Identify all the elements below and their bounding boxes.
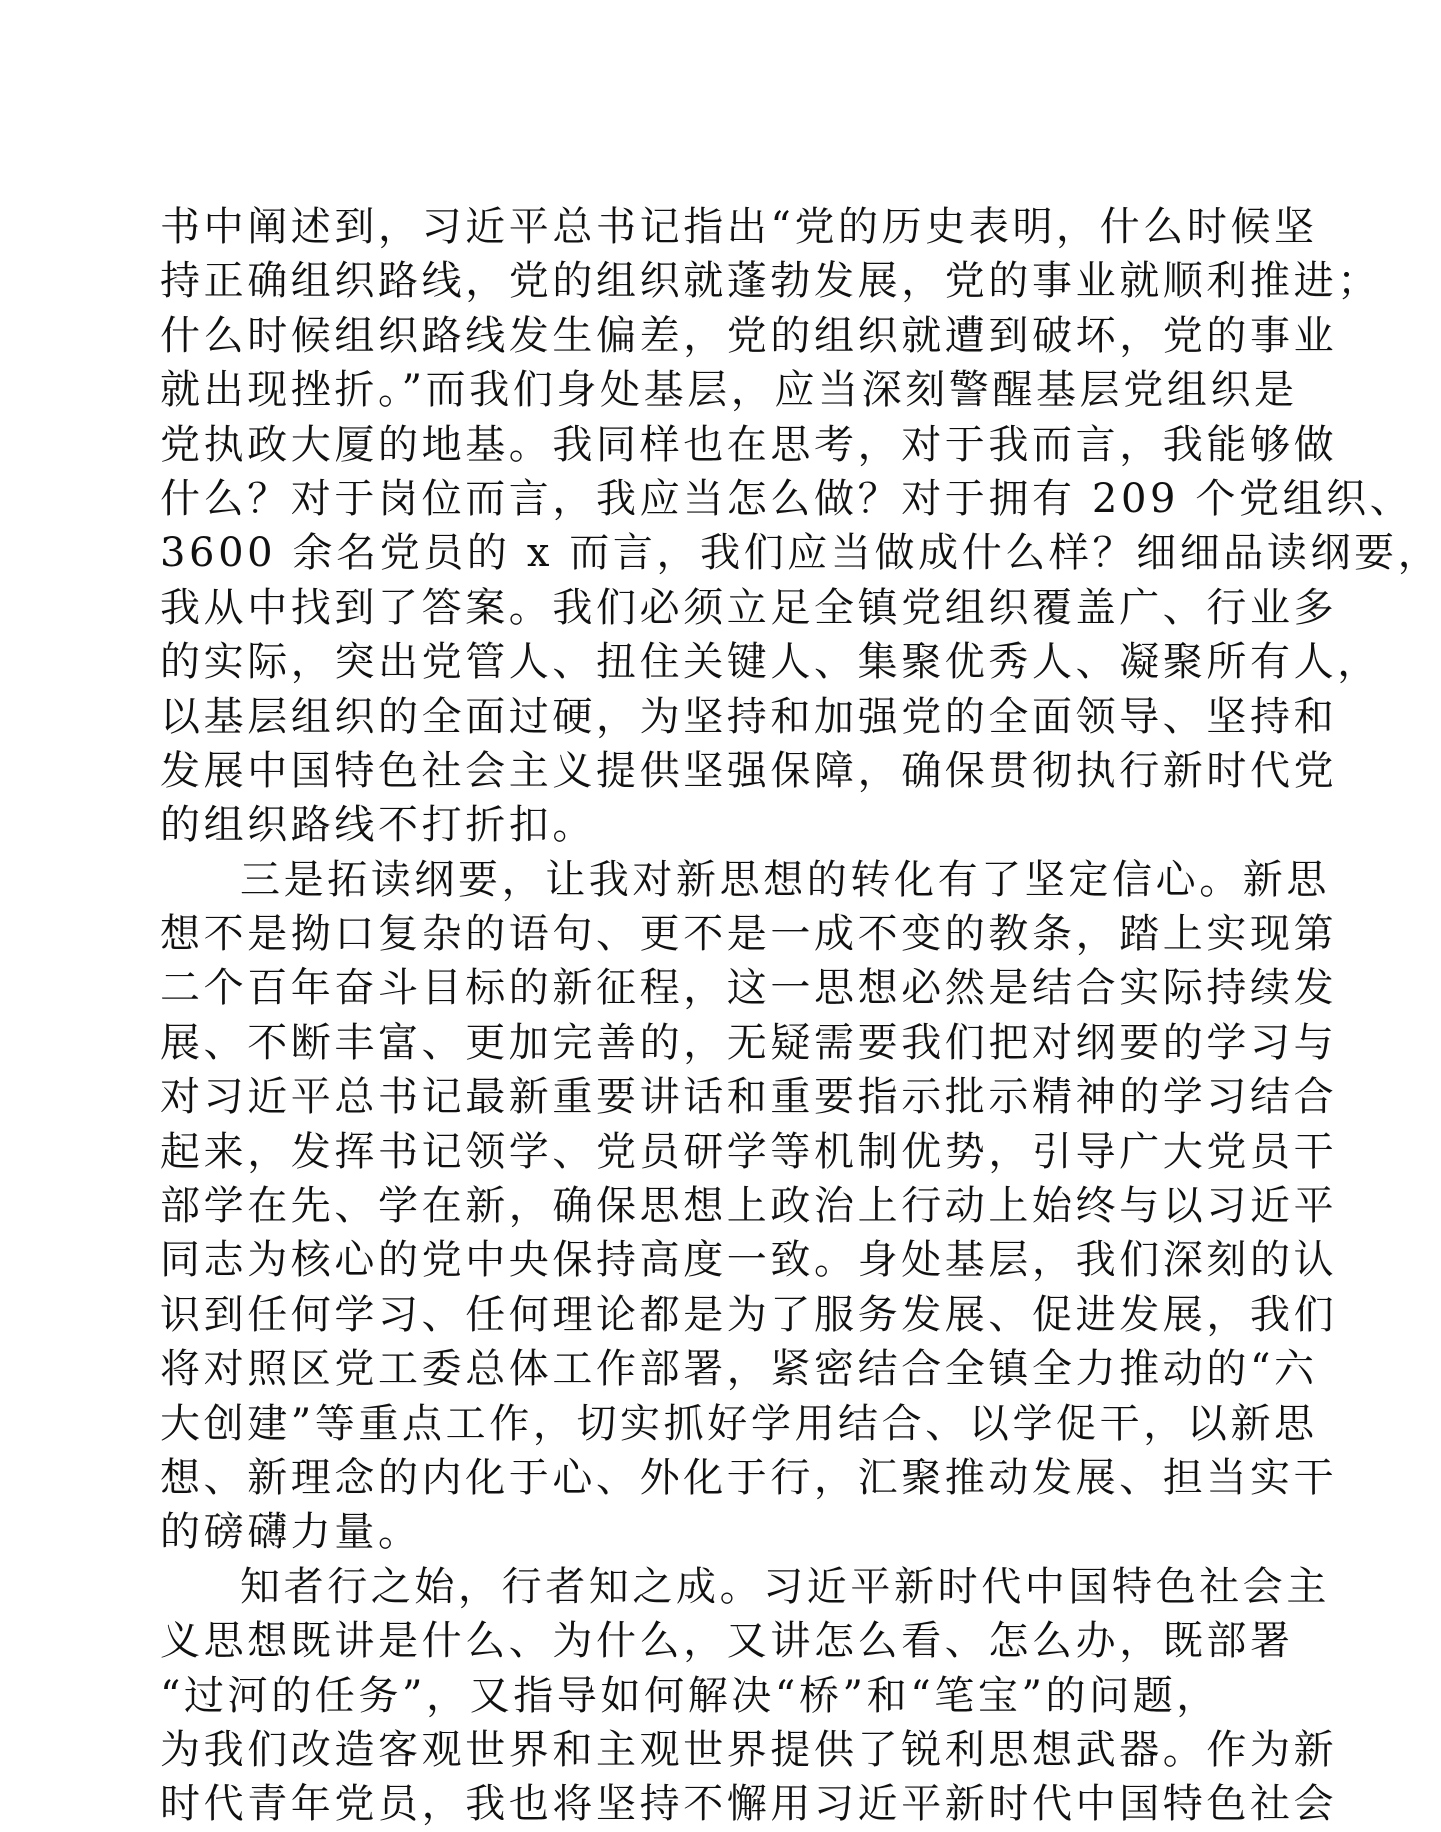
text-line: 大创建”等重点工作，切实抓好学用结合、以学促干，以新思: [160, 1400, 1318, 1447]
paragraph-2: [160, 853, 1338, 1560]
paragraph-1: [160, 200, 1441, 853]
text-line: 想不是拗口复杂的语句、更不是一成不变的教条，踏上实现第: [160, 911, 1338, 958]
text-line: 书中阐述到，习近平总书记指出“党的历史表明，什么时候坚: [160, 204, 1318, 250]
text-line: 的实际，突出党管人、扭住关键人、集聚优秀人、凝聚所有人，: [160, 639, 1381, 686]
text-line: 部学在先、学在新，确保思想上政治上行动上始终与以习近平: [160, 1183, 1338, 1230]
text-line: 识到任何学习、任何理论都是为了服务发展、促进发展，我们: [160, 1291, 1338, 1338]
text-line-indented: 三是拓读纲要，让我对新思想的转化有了坚定信心。新思: [240, 856, 1330, 903]
text-line: 持正确组织路线，党的组织就蓬勃发展，党的事业就顺利推进；: [160, 258, 1381, 305]
text-line: 我从中找到了答案。我们必须立足全镇党组织覆盖广、行业多: [160, 584, 1338, 631]
text-line: 将对照区党工委总体工作部署，紧密结合全镇全力推动的“六: [160, 1346, 1318, 1393]
text-line: 为我们改造客观世界和主观世界提供了锐利思想武器。作为新: [160, 1726, 1338, 1773]
text-line: 展、不断丰富、更加完善的，无疑需要我们把对纲要的学习与: [160, 1019, 1338, 1066]
text-line: 起来，发挥书记领学、党员研学等机制优势，引导广大党员干: [160, 1128, 1338, 1175]
text-line: 就出现挫折。”而我们身处基层，应当深刻警醒基层党组织是: [160, 367, 1298, 414]
text-line: 义思想既讲是什么、为什么，又讲怎么看、怎么办，既部署: [160, 1618, 1294, 1665]
text-line: 时代青年党员，我也将坚持不懈用习近平新时代中国特色社会: [160, 1781, 1338, 1828]
text-line: 3600 余名党员的 x 而言，我们应当做成什么样？细细品读纲要，: [160, 530, 1441, 577]
text-line: 对习近平总书记最新重要讲话和重要指示批示精神的学习结合: [160, 1074, 1338, 1121]
text-line: 二个百年奋斗目标的新征程，这一思想必然是结合实际持续发: [160, 965, 1338, 1012]
text-line: 什么？对于岗位而言，我应当怎么做？对于拥有 209 个党组织、: [160, 475, 1414, 522]
text-line: 党执政大厦的地基。我同样也在思考，对于我而言，我能够做: [160, 421, 1338, 468]
text-line-indented: 知者行之始，行者知之成。习近平新时代中国特色社会主: [240, 1563, 1330, 1610]
text-line: “过河的任务”，又指导如何解决“桥”和“笔宝”的问题，: [160, 1672, 1220, 1719]
paragraph-3: [160, 1560, 1338, 1832]
text-line: 发展中国特色社会主义提供坚强保障，确保贯彻执行新时代党: [160, 747, 1338, 794]
body-text: [160, 200, 1441, 1832]
text-line: 的组织路线不打折扣。: [160, 802, 596, 849]
text-line: 同志为核心的党中央保持高度一致。身处基层，我们深刻的认: [160, 1237, 1338, 1284]
text-line: 以基层组织的全面过硬，为坚持和加强党的全面领导、坚持和: [160, 693, 1338, 740]
text-line: 的磅礴力量。: [160, 1509, 422, 1556]
text-line: 什么时候组织路线发生偏差，党的组织就遭到破坏，党的事业: [160, 312, 1338, 359]
text-line: 想、新理念的内化于心、外化于行，汇聚推动发展、担当实干: [160, 1454, 1338, 1501]
